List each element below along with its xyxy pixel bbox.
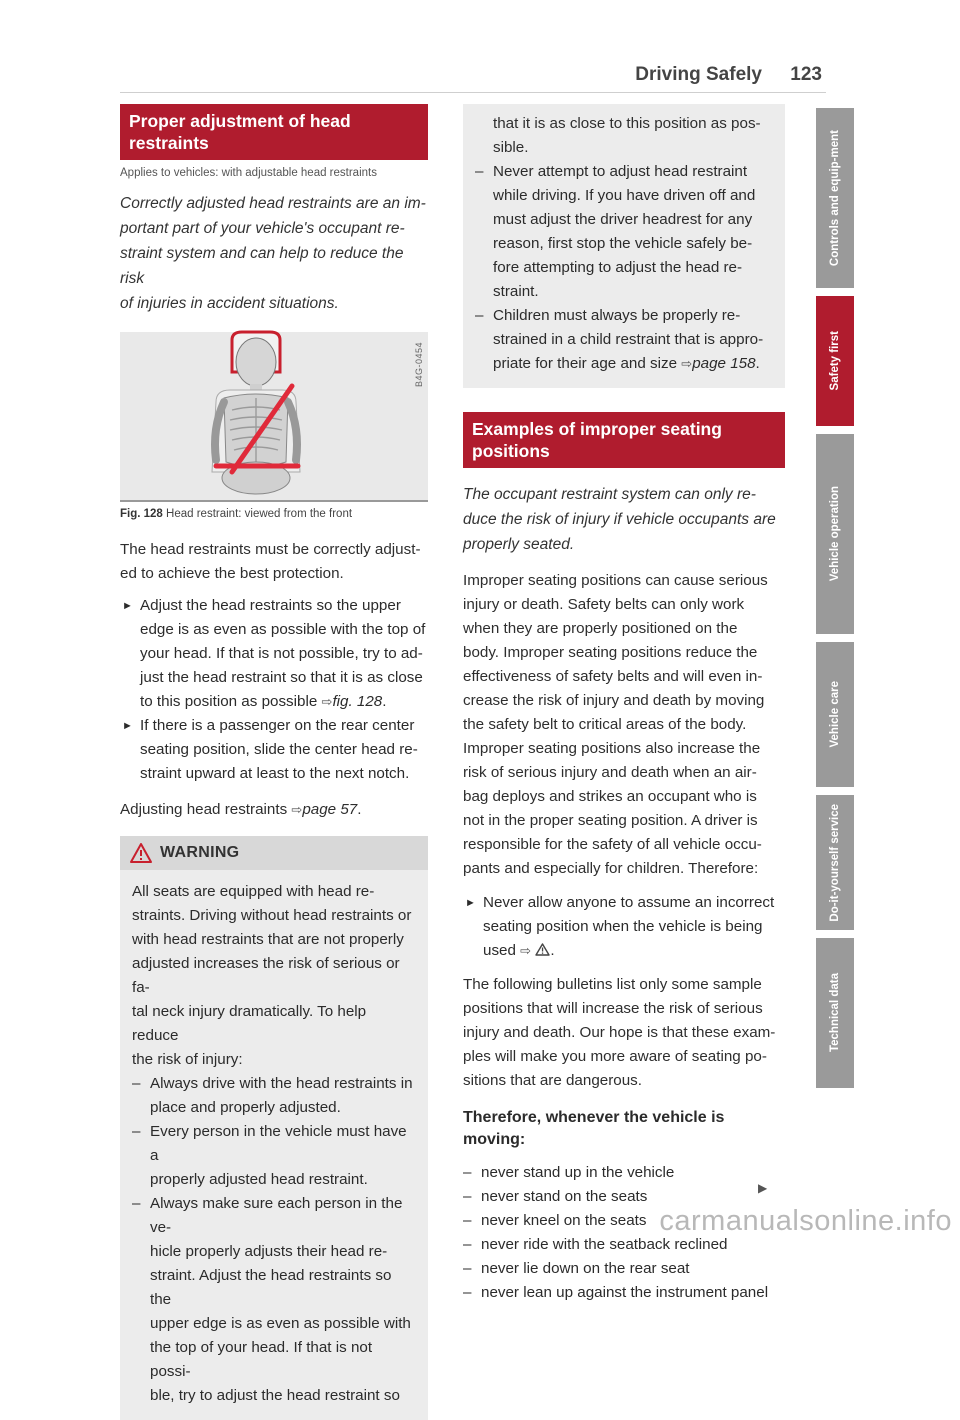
side-tab-label: Do-it-yourself service <box>828 803 841 922</box>
left-column <box>120 104 428 1420</box>
list-item: – Every person in the vehicle must have a properly adjusted head restraint. <box>132 1123 407 1188</box>
warning-body: All seats are equipped with head re- straints. Driving without head restraints or with head restraints that are not properly adjusted increases the risk of serious or fa- tal neck injury dramatically. To help reduce the risk of injury: – Always drive with the head restraints in place and properly adjusted. – Every person in the vehicle must have a properly adjusted head restraint. – Always make sure each person in the ve- hicle properly adjusts their head re- straint. Adjust the head restraints so the upper edge is as even as possible with the top of your head. If that is not possi- ble, try to adjust the head restraint so <box>120 870 428 1420</box>
running-header-title: Driving Safely <box>635 64 762 85</box>
instruction-steps <box>120 594 428 786</box>
list-item: – never stand on the seats <box>463 1188 648 1205</box>
subheading: Therefore, whenever the vehicle is moving: <box>463 1109 725 1148</box>
warning-reference-icon[interactable] <box>535 943 550 956</box>
reference-arrow-icon: ⇨ <box>291 802 303 817</box>
page-link[interactable]: page 158 <box>692 355 756 372</box>
reference-arrow-icon: ⇨ <box>681 356 693 371</box>
side-tab-vehicle-care[interactable] <box>816 642 854 787</box>
warning-box <box>120 836 428 1420</box>
side-tab-label: Safety first <box>828 331 841 391</box>
step-arrow-icon: ► <box>465 897 476 909</box>
intro-paragraph: The occupant restraint system can only re- duce the risk of injury if vehicle occupants are properly seated. <box>463 486 776 553</box>
page-number: 123 <box>790 64 822 85</box>
side-tab-label: Technical data <box>828 973 841 1053</box>
side-tab-do-it-yourself[interactable] <box>816 795 854 930</box>
figure-code: B4G-0454 <box>414 342 424 388</box>
cross-reference-line: Adjusting head restraints ⇨page 57. <box>120 801 362 818</box>
side-tab-controls[interactable] <box>816 108 854 288</box>
warning-list-continued <box>475 160 773 376</box>
running-header <box>120 64 822 88</box>
side-tab-safety-first[interactable] <box>816 296 854 426</box>
list-item: – Never attempt to adjust head restraint while driving. If you have driven off and must adjust the driver headrest for any reason, first stop the vehicle safely be- fore attempting to adjust the head re- straint. <box>475 163 756 300</box>
step-item: ► If there is a passenger on the rear center seating position, slide the center head re- straint upward at least to the next notch. <box>120 714 428 786</box>
page-link[interactable]: page 57 <box>302 801 358 818</box>
list-item: – never kneel on the seats <box>463 1212 647 1229</box>
list-item: – never lie down on the rear seat <box>463 1260 690 1277</box>
intro-paragraph: Correctly adjusted head restraints are an im- portant part of your vehicle's occupant re- straint system and can help to reduce the risk of injuries in accident situations. <box>120 195 426 312</box>
side-tab-label: Controls and equip-ment <box>828 129 841 267</box>
continued-arrow-icon: ▶ <box>758 1181 768 1195</box>
body-paragraph: The following bulletins list only some sample positions that will increase the risk of serious injury and death. Our hope is that these exam- ples will make you more aware of seating po- sitions that are dangerous. <box>463 976 776 1089</box>
header-rule <box>120 92 826 93</box>
list-item: – never stand up in the vehicle <box>463 1164 675 1181</box>
section-heading-head-restraints: Proper adjustment of head restraints <box>120 104 428 160</box>
side-tab-label: Vehicle operation <box>828 486 841 582</box>
step-item: ► Adjust the head restraints so the upper edge is as even as possible with the top of your head. If that is not possible, try to ad- just the head restraint so that it is as close to this position as possible ⇨fig. 128. <box>120 594 428 714</box>
warning-triangle-icon <box>130 843 152 863</box>
list-item: – Always make sure each person in the ve- hicle properly adjusts their head re- straint. Adjust the head restraints so the upper edge is as even as possible with the top of your head. If that is not possi- ble, try to adjust the head restraint so <box>132 1195 411 1404</box>
occupant-illustration <box>120 332 428 502</box>
list-item: – Children must always be properly re- strained in a child restraint that is appro- priate for their age and size ⇨page 158. <box>475 307 764 372</box>
side-tab-label: Vehicle care <box>828 681 841 748</box>
body-paragraph: Improper seating positions can cause serious injury or death. Safety belts can only work when they are properly positioned on the body. Improper seating positions reduce the effectiveness of safety belts and will even in- crease the risk of injury and death by moving the safety belt to critical areas of the body. Improper seating positions also increase the risk of serious injury and death when an air- bag deploys and strikes an occupant who is not in the proper seating position. A driver is responsible for the safety of all vehicle occu- pants and especially for children. Therefore: <box>463 572 768 877</box>
list-item: – never ride with the seatback reclined <box>463 1236 728 1253</box>
reference-arrow-icon: ⇨ <box>321 694 333 709</box>
section-heading-improper-seating: Examples of improper seating positions <box>463 412 785 468</box>
instruction-steps <box>463 891 785 963</box>
watermark: carmanualsonline.info <box>659 1205 952 1237</box>
warning-header <box>120 836 428 870</box>
step-item: ► Never allow anyone to assume an incorrect seating position when the vehicle is being used ⇨ . <box>463 891 785 963</box>
applies-to-note: Applies to vehicles: with adjustable head restraints <box>120 167 377 179</box>
reference-arrow-icon: ⇨ <box>520 943 532 958</box>
list-item: – never lean up against the instrument panel <box>463 1284 769 1301</box>
body-paragraph: The head restraints must be correctly adjust- ed to achieve the best protection. <box>120 541 421 582</box>
side-tab-vehicle-operation[interactable] <box>816 434 854 634</box>
warning-continued-box: that it is as close to this position as pos- sible. – Never attempt to adjust head restraint while driving. If you have driven off and must adjust the driver headrest for any reason, first stop the vehicle safely be- fore attempting to adjust the head re- straint. – Children must always be properly re- strained in a child restraint that is appro- priate for their age and size ⇨page 158. <box>463 104 785 388</box>
right-column <box>463 104 785 1305</box>
list-item: – Always drive with the head restraints in place and properly adjusted. <box>132 1075 413 1116</box>
step-arrow-icon: ► <box>122 600 133 612</box>
figure-link[interactable]: fig. 128 <box>332 693 383 710</box>
side-tab-technical-data[interactable] <box>816 938 854 1088</box>
warning-list <box>132 1072 416 1408</box>
warning-title: WARNING <box>160 844 240 861</box>
figure-caption: Fig. 128 Head restraint: viewed from the front <box>120 508 353 520</box>
figure-head-restraint <box>120 332 428 502</box>
step-arrow-icon: ► <box>122 720 133 732</box>
